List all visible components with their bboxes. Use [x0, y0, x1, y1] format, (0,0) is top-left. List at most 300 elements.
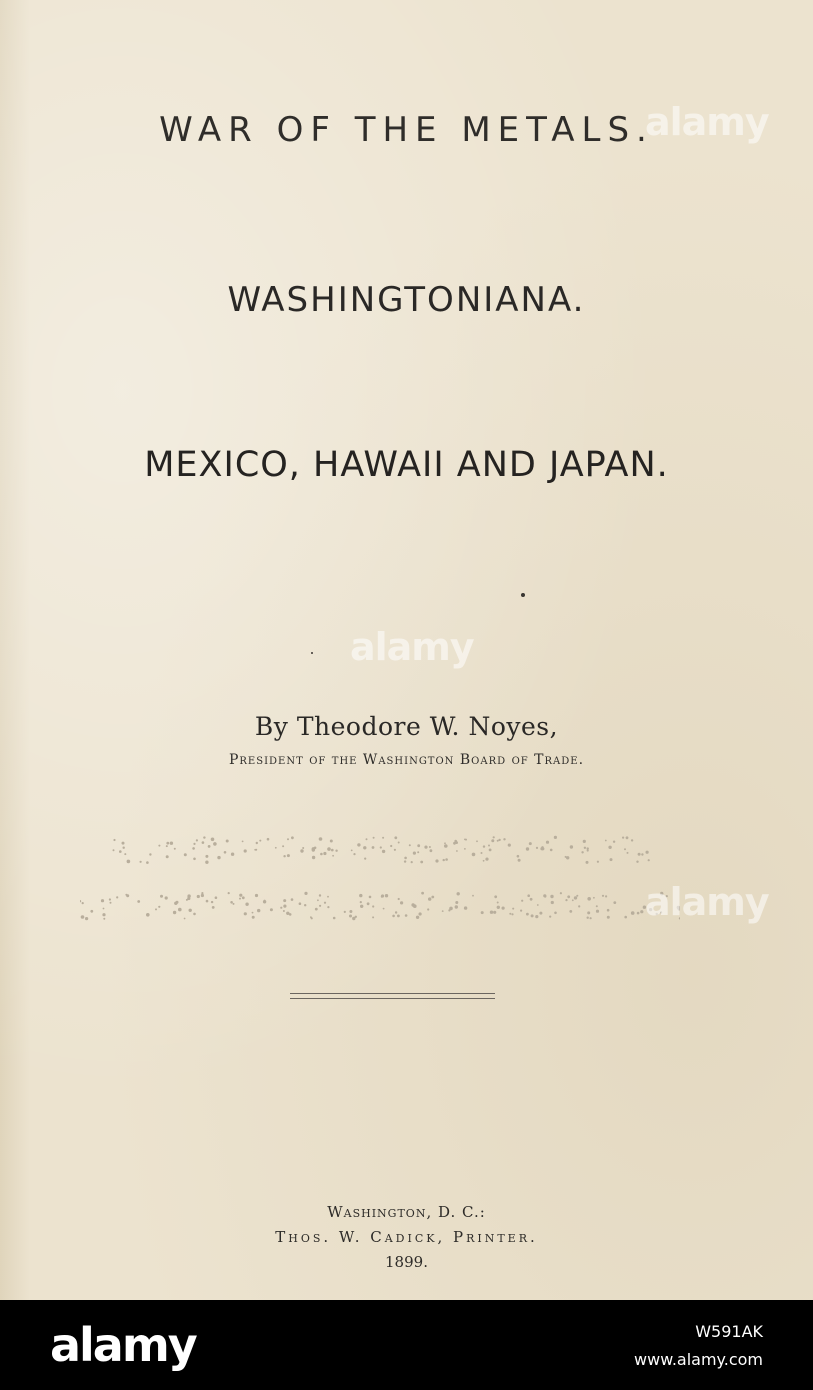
stamp-dot — [332, 855, 334, 857]
stamp-dot — [217, 856, 220, 859]
stamp-dot — [264, 900, 266, 902]
stamp-dot — [540, 847, 543, 850]
stamp-dot — [127, 860, 131, 864]
stamp-dot — [226, 840, 229, 843]
stamp-dot — [193, 913, 196, 916]
stamp-dot — [80, 900, 81, 902]
stamp-dot — [122, 842, 125, 845]
stamp-dot — [166, 845, 168, 847]
stamp-dot — [404, 857, 407, 860]
stamp-dot — [483, 845, 485, 847]
stamp-dot — [324, 902, 326, 904]
stamp-dot — [521, 900, 523, 902]
stamp-dot — [304, 892, 307, 895]
stamp-dot — [367, 902, 370, 905]
stamp-dot — [81, 915, 85, 919]
stamp-dot — [113, 849, 115, 851]
stamp-dot — [512, 908, 514, 910]
stamp-dot — [637, 912, 640, 915]
stamp-dot — [444, 844, 448, 848]
stamp-dot — [187, 894, 190, 897]
stamp-dot — [430, 849, 433, 852]
stamp-dot — [586, 861, 589, 864]
stamp-dot — [192, 847, 195, 850]
stamp-dot — [394, 849, 396, 851]
stamp-dot — [549, 916, 551, 918]
stamp-dot — [578, 905, 580, 907]
stamp-dot — [596, 905, 598, 907]
stamp-dot — [319, 837, 323, 841]
stamp-dot — [205, 861, 208, 864]
stamp-dot — [382, 850, 385, 853]
stamp-dot — [349, 910, 352, 913]
stamp-dot — [230, 901, 233, 904]
author-role-line: President of the Washington Board of Trade. — [228, 752, 585, 768]
stamp-dot — [109, 898, 111, 900]
stamp-dot — [631, 911, 635, 915]
stamp-dot — [215, 896, 218, 899]
stamp-dot — [158, 845, 160, 847]
stamp-dot — [465, 839, 467, 841]
title-washingtoniana: WASHINGTONIANA. — [227, 280, 586, 320]
stamp-dot — [394, 836, 397, 839]
stamp-dot — [259, 840, 261, 842]
stamp-dot — [174, 848, 176, 850]
stamp-dot — [390, 845, 392, 847]
imprint-year: 1899. — [385, 1253, 428, 1271]
stamp-dot — [283, 899, 286, 902]
stamp-dot — [483, 860, 485, 862]
stock-photo-footer — [0, 1300, 813, 1390]
stamp-dot — [457, 892, 460, 895]
stamp-dot — [366, 838, 368, 840]
site-url: www.alamy.com — [634, 1350, 763, 1369]
stamp-dot — [372, 846, 375, 849]
stamp-dot — [605, 895, 607, 897]
stamp-dot — [455, 841, 458, 844]
stamp-dot — [526, 847, 529, 850]
stamp-dot — [155, 908, 157, 910]
stamp-dot — [381, 894, 384, 897]
stamp-dot — [357, 843, 360, 846]
stamp-dot — [90, 910, 93, 913]
stamp-dot — [413, 852, 416, 855]
stamp-dot — [472, 853, 476, 857]
stamp-dot — [416, 916, 419, 919]
stamp-dot — [189, 909, 192, 912]
stamp-dot — [610, 858, 613, 861]
stamp-dot — [257, 909, 260, 912]
imprint-place: Washington, D. C.: — [327, 1203, 486, 1221]
stamp-dot — [566, 856, 569, 859]
stamp-dot — [409, 844, 411, 846]
stamp-dot — [641, 853, 643, 855]
stamp-dot — [291, 836, 294, 839]
stamp-dot — [608, 846, 611, 849]
stamp-dot — [494, 895, 497, 898]
stamp-dot — [638, 853, 641, 856]
stamp-dot — [570, 845, 573, 848]
double-rule-divider — [290, 993, 495, 1000]
stamp-dot — [435, 859, 438, 862]
stamp-dot — [455, 905, 458, 908]
stamp-dot — [455, 901, 458, 904]
stamp-dot — [587, 911, 590, 914]
stamp-dot — [584, 847, 586, 849]
stamp-dot — [149, 853, 151, 855]
stamp-dot — [300, 849, 303, 852]
stamp-dot — [380, 846, 382, 848]
stamp-dot — [456, 850, 458, 852]
stamp-dot — [203, 836, 205, 838]
stamp-dot — [364, 858, 366, 860]
stamp-dot — [464, 848, 466, 850]
stamp-dot — [576, 895, 578, 897]
stamp-dot — [546, 841, 549, 844]
stamp-dot — [497, 840, 499, 842]
stamp-dot — [302, 847, 304, 849]
imprint-printer: Thos. W. Cadick, Printer. — [275, 1228, 538, 1246]
stamp-dot — [572, 899, 574, 901]
stamp-dot — [102, 913, 105, 916]
stamp-dot — [245, 903, 248, 906]
stamp-dot — [178, 908, 182, 912]
title-war-of-the-metals: WAR OF THE METALS. — [159, 110, 654, 150]
stamp-dot — [613, 841, 615, 843]
stamp-dot — [201, 894, 204, 897]
stamp-dot — [213, 842, 217, 846]
stamp-dot — [464, 906, 467, 909]
stamp-dot — [123, 847, 125, 849]
stamp-dot — [212, 906, 215, 909]
stamp-dot — [360, 905, 363, 908]
stamp-dot — [333, 917, 336, 920]
stamp-dot — [184, 853, 187, 856]
stamp-dot — [398, 842, 400, 844]
stamp-dot — [82, 902, 84, 904]
stamp-dot — [202, 841, 205, 844]
stamp-dot — [320, 853, 323, 856]
stamp-dot — [518, 859, 521, 862]
stamp-dot — [327, 896, 329, 898]
stamp-dot — [429, 846, 431, 848]
stamp-dot — [299, 902, 302, 905]
stamp-dot — [421, 892, 424, 895]
stamp-dot — [565, 899, 567, 901]
author-line: By Theodore W. Noyes, — [254, 712, 559, 741]
stamp-dot — [427, 908, 429, 910]
stamp-dot — [404, 860, 406, 862]
stamp-dot — [481, 911, 484, 914]
image-id: W591AK — [695, 1322, 763, 1341]
stamp-dot — [119, 850, 122, 853]
stamp-dot — [567, 895, 570, 898]
stamp-dot — [550, 895, 553, 898]
stamp-dot — [442, 910, 444, 912]
stamp-dot — [146, 913, 150, 917]
stamp-dot — [158, 906, 160, 908]
stamp-dot — [648, 859, 650, 861]
stamp-dot — [372, 905, 374, 907]
stamp-dot — [593, 897, 595, 899]
stamp-dot — [411, 903, 414, 906]
stamp-dot — [419, 912, 422, 915]
stamp-dot — [137, 900, 140, 903]
stamp-dot — [244, 912, 247, 915]
stamp-dot — [622, 837, 624, 839]
stamp-dot — [166, 842, 169, 845]
stamp-dot — [372, 916, 374, 918]
stamp-dot — [282, 845, 284, 847]
title-mexico-hawaii-japan: MEXICO, HAWAII AND JAPAN. — [144, 445, 669, 485]
stamp-dot — [636, 861, 638, 863]
stamp-dot — [420, 861, 423, 864]
stamp-dot — [383, 908, 385, 910]
stamp-dot — [583, 840, 586, 843]
stamp-dot — [252, 912, 254, 914]
stamp-dot — [110, 902, 112, 904]
stamp-dot — [349, 915, 352, 918]
stamp-dot — [355, 916, 357, 918]
stamp-dot — [529, 842, 532, 845]
stamp-dot — [312, 856, 315, 859]
stamp-dot — [208, 845, 211, 848]
stamp-dot — [255, 894, 258, 897]
stamp-dot — [613, 901, 616, 904]
stamp-dot — [443, 859, 445, 861]
stamp-dot — [537, 904, 539, 906]
stamp-dot — [587, 917, 589, 919]
stamp-dot — [113, 839, 115, 841]
stamp-dot — [587, 849, 589, 851]
stamp-dot — [544, 895, 546, 897]
stamp-dot — [173, 911, 176, 914]
stamp-dot — [125, 894, 127, 896]
stamp-dot — [327, 906, 329, 908]
stamp-dot — [509, 913, 511, 915]
stamp-dot — [398, 898, 400, 900]
embossed-library-stamp — [80, 828, 680, 938]
stamp-dot — [101, 899, 104, 902]
stamp-dot — [228, 892, 230, 894]
stamp-dot — [323, 852, 326, 855]
stamp-dot — [560, 892, 562, 894]
stamp-dot — [283, 855, 285, 857]
stamp-dot — [193, 858, 196, 861]
stamp-dot — [624, 916, 627, 919]
stamp-dot — [85, 917, 88, 920]
stamp-dot — [373, 837, 375, 839]
stamp-dot — [270, 908, 273, 911]
stamp-dot — [489, 849, 492, 852]
stamp-dot — [417, 851, 419, 853]
stamp-dot — [289, 913, 292, 916]
stamp-dot — [395, 911, 397, 913]
stamp-dot — [385, 894, 388, 897]
stamp-dot — [244, 849, 247, 852]
stamp-dot — [491, 839, 494, 842]
stamp-dot — [530, 898, 533, 901]
stamp-dot — [605, 840, 607, 842]
stamp-dot — [331, 849, 334, 852]
stamp-dot — [626, 836, 629, 839]
stamp-dot — [431, 896, 434, 899]
stamp-dot — [554, 912, 557, 915]
stamp-dot — [627, 852, 629, 854]
stamp-dot — [597, 861, 599, 863]
stamp-dot — [170, 842, 173, 845]
stamp-dot — [590, 917, 592, 919]
watermark-middle-right: alamy — [645, 880, 769, 924]
stamp-dot — [476, 840, 478, 842]
stamp-dot — [146, 861, 149, 864]
stamp-dot — [103, 918, 105, 920]
stamp-dot — [239, 898, 241, 900]
alamy-logo: alamy — [50, 1318, 196, 1372]
stamp-dot — [252, 916, 255, 919]
stamp-dot — [205, 855, 208, 858]
stamp-dot — [256, 842, 258, 844]
stamp-dot — [569, 910, 572, 913]
stamp-dot — [255, 849, 257, 851]
stamp-dot — [211, 838, 215, 842]
stamp-dot — [587, 897, 591, 901]
stamp-dot — [360, 901, 362, 903]
stamp-dot — [231, 853, 234, 856]
stamp-dot — [206, 900, 209, 903]
stamp-dot — [165, 896, 168, 899]
stamp-dot — [624, 848, 626, 850]
stamp-dot — [526, 913, 529, 916]
stamp-dot — [397, 915, 400, 918]
stamp-dot — [344, 911, 346, 913]
stamp-dot — [607, 909, 610, 912]
stamp-dot — [445, 858, 448, 861]
stamp-dot — [497, 906, 500, 909]
stamp-dot — [267, 838, 270, 841]
stamp-dot — [224, 851, 227, 854]
stamp-dot — [166, 855, 169, 858]
stamp-dot — [319, 905, 321, 907]
stamp-dot — [493, 911, 496, 914]
stamp-dot — [184, 918, 186, 920]
stamp-dot — [481, 852, 483, 854]
ink-speck — [521, 593, 525, 597]
stamp-dot — [327, 847, 331, 851]
stamp-dot — [536, 847, 538, 849]
stamp-dot — [196, 839, 198, 841]
stamp-dot — [411, 861, 413, 863]
stamp-dot — [335, 850, 337, 852]
stamp-dot — [369, 896, 372, 899]
stamp-dot — [287, 838, 289, 840]
stamp-dot — [493, 836, 495, 838]
stamp-dot — [428, 897, 431, 900]
stamp-dot — [283, 910, 285, 912]
stamp-dot — [511, 913, 513, 915]
stamp-dot — [304, 904, 306, 906]
stamp-dot — [472, 895, 474, 897]
stamp-dot — [174, 902, 177, 905]
stamp-dot — [242, 896, 245, 899]
stamp-dot — [646, 851, 649, 854]
stamp-dot — [315, 908, 318, 911]
stamp-dot — [502, 907, 505, 910]
stamp-dot — [539, 912, 542, 915]
stamp-dot — [581, 851, 583, 853]
stamp-dot — [527, 894, 530, 897]
stamp-dot — [330, 840, 333, 843]
stamp-dot — [503, 838, 505, 840]
stamp-dot — [197, 895, 200, 898]
stamp-dot — [602, 895, 604, 897]
watermark-center: alamy — [350, 625, 474, 669]
stamp-dot — [520, 910, 522, 912]
stamp-dot — [233, 903, 235, 905]
stamp-dot — [287, 854, 290, 857]
stamp-dot — [363, 846, 366, 849]
stamp-dot — [160, 895, 163, 898]
watermark-top-right: alamy — [645, 100, 769, 144]
stamp-dot — [351, 850, 353, 852]
stamp-dot — [508, 844, 511, 847]
stamp-dot — [193, 843, 195, 845]
stamp-dot — [116, 896, 118, 898]
stamp-dot — [211, 901, 213, 903]
stamp-dot — [353, 853, 355, 855]
stamp-dot — [283, 905, 286, 908]
stamp-dot — [242, 841, 244, 843]
stamp-dot — [275, 847, 277, 849]
stamp-dot — [531, 914, 534, 917]
stamp-dot — [574, 896, 577, 899]
stamp-dot — [485, 858, 488, 861]
stamp-dot — [449, 907, 453, 911]
stamp-dot — [103, 908, 105, 910]
stamp-dot — [319, 894, 321, 896]
stamp-dot — [314, 847, 317, 850]
stamp-dot — [405, 914, 408, 917]
stamp-dot — [596, 910, 599, 913]
stamp-dot — [424, 846, 427, 849]
stamp-dot — [124, 853, 126, 855]
stamp-dot — [490, 911, 493, 914]
stamp-dot — [631, 839, 633, 841]
stamp-dot — [444, 842, 446, 844]
stamp-dot — [239, 894, 242, 897]
stamp-dot — [400, 901, 403, 904]
stamp-dot — [382, 837, 384, 839]
stamp-dot — [140, 861, 142, 863]
stamp-dot — [488, 845, 490, 847]
stamp-dot — [607, 916, 610, 919]
stamp-dot — [551, 901, 554, 904]
stamp-dot — [280, 907, 282, 909]
stamp-dot — [497, 902, 499, 904]
stamp-dot — [554, 836, 557, 839]
stamp-dot — [640, 910, 643, 913]
stamp-dot — [535, 915, 538, 918]
stamp-dot — [517, 855, 520, 858]
stamp-dot — [359, 894, 362, 897]
stamp-dot — [550, 849, 553, 852]
ink-speck — [311, 652, 313, 654]
stamp-dot — [417, 844, 420, 847]
stamp-dot — [291, 898, 294, 901]
stamp-dot — [498, 839, 500, 841]
stamp-dot — [317, 899, 319, 901]
stamp-dot — [392, 915, 395, 918]
